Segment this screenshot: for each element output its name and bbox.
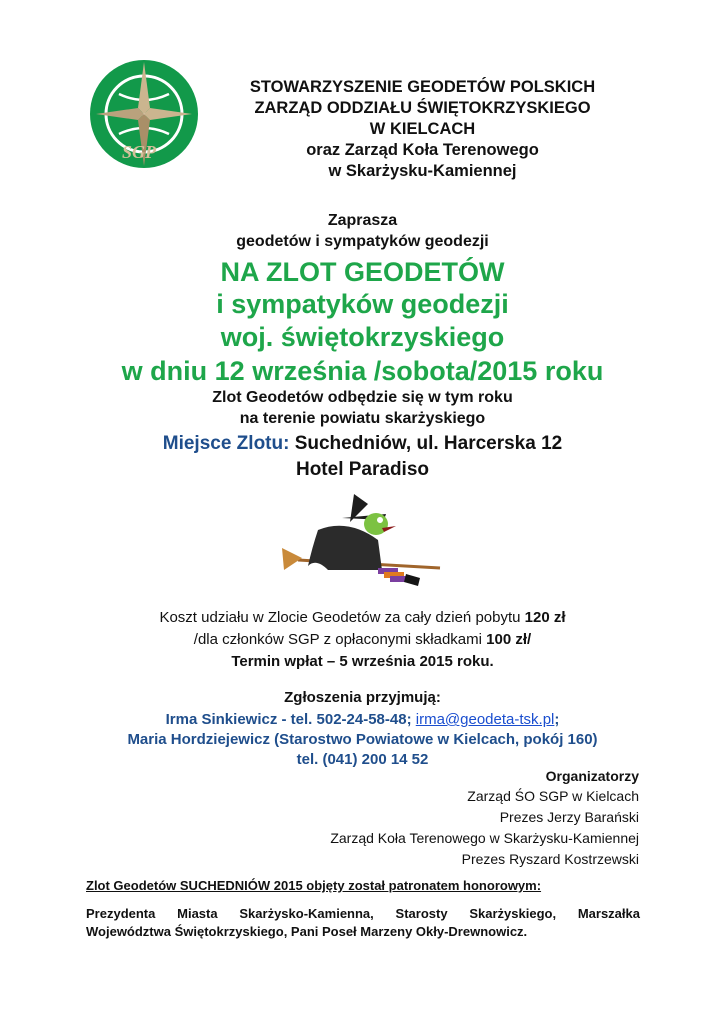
place-label: Miejsce Zlotu:: [162, 433, 290, 454]
patronage-line-2: Województwa Świętokrzyskiego, Pani Poseł Marzeny Okły-Drewnowicz.: [86, 924, 528, 939]
header-line-1: STOWARZYSZENIE GEODETÓW POLSKICH: [249, 78, 596, 96]
patronage-line-1: Prezydenta Miasta Skarżysko-Kamienna, Starosty Skarżyskiego, Marszałka: [86, 906, 640, 921]
invite-line-2: geodetów i sympatyków geodezji: [236, 233, 489, 250]
title-line-2: i sympatyków geodezji: [216, 289, 509, 319]
place-line: [0, 433, 725, 455]
header-line-2: ZARZĄD ODDZIAŁU ŚWIĘTOKRZYSKIEGO: [254, 99, 591, 117]
title-line-3: woj. świętokrzyskiego: [220, 322, 505, 352]
organizer-line-3: Zarząd Koła Terenowego w Skarżysku-Kamiennej: [330, 830, 639, 846]
title-line-4: w dniu 12 września /sobota/2015 roku: [121, 356, 604, 386]
member-cost-amount: 100 zł: [486, 631, 528, 648]
contacts-heading: Zgłoszenia przyjmują:: [284, 689, 441, 706]
member-cost-slash: /: [527, 631, 532, 648]
details-line-1: Zlot Geodetów odbędzie się w tym roku: [212, 389, 513, 406]
cost-line-1: [0, 609, 725, 626]
cost-amount: 120 zł: [524, 609, 566, 626]
payment-deadline: Termin wpłat – 5 września 2015 roku.: [231, 653, 494, 670]
title-line-1: NA ZLOT GEODETÓW: [220, 257, 505, 287]
cost-line-2: [0, 631, 725, 648]
hotel-name: Hotel Paradiso: [295, 459, 430, 480]
organizer-line-1: Zarząd ŚO SGP w Kielcach: [467, 788, 639, 804]
organizer-line-2: Prezes Jerzy Barański: [499, 809, 639, 825]
contact-semicolon: ;: [554, 711, 560, 728]
email-link[interactable]: irma@geodeta-tsk.pl: [415, 711, 555, 728]
witch-on-broom-image: [278, 488, 448, 598]
contact-line-3: tel. (041) 200 14 52: [296, 751, 429, 768]
header-line-5: w Skarżysku-Kamiennej: [328, 162, 517, 180]
invite-line-1: Zaprasza: [327, 212, 398, 229]
contact-line-1: [0, 711, 725, 728]
svg-text:SGP: SGP: [122, 142, 157, 162]
header-line-3: W KIELCACH: [369, 120, 476, 138]
organizer-line-4: Prezes Ryszard Kostrzewski: [461, 851, 639, 867]
header-line-4: oraz Zarząd Koła Terenowego: [306, 141, 539, 159]
place-value: Suchedniów, ul. Harcerska 12: [289, 433, 563, 454]
contact-line-2: Maria Hordziejewicz (Starostwo Powiatowe w Kielcach, pokój 160): [127, 731, 598, 748]
sgp-logo: [88, 58, 200, 170]
cost-text: Koszt udziału w Zlocie Geodetów za cały dzień pobytu: [159, 609, 525, 626]
patronage-heading: Zlot Geodetów SUCHEDNIÓW 2015 objęty został patronatem honorowym:: [86, 878, 542, 893]
details-line-2: na terenie powiatu skarżyskiego: [239, 410, 486, 427]
member-cost-text: /dla członków SGP z opłaconymi składkami: [193, 631, 487, 648]
compass-star-icon: [88, 58, 200, 170]
organizers-heading: Organizatorzy: [545, 768, 639, 784]
contact-irma: Irma Sinkiewicz - tel. 502-24-58-48;: [165, 711, 416, 728]
